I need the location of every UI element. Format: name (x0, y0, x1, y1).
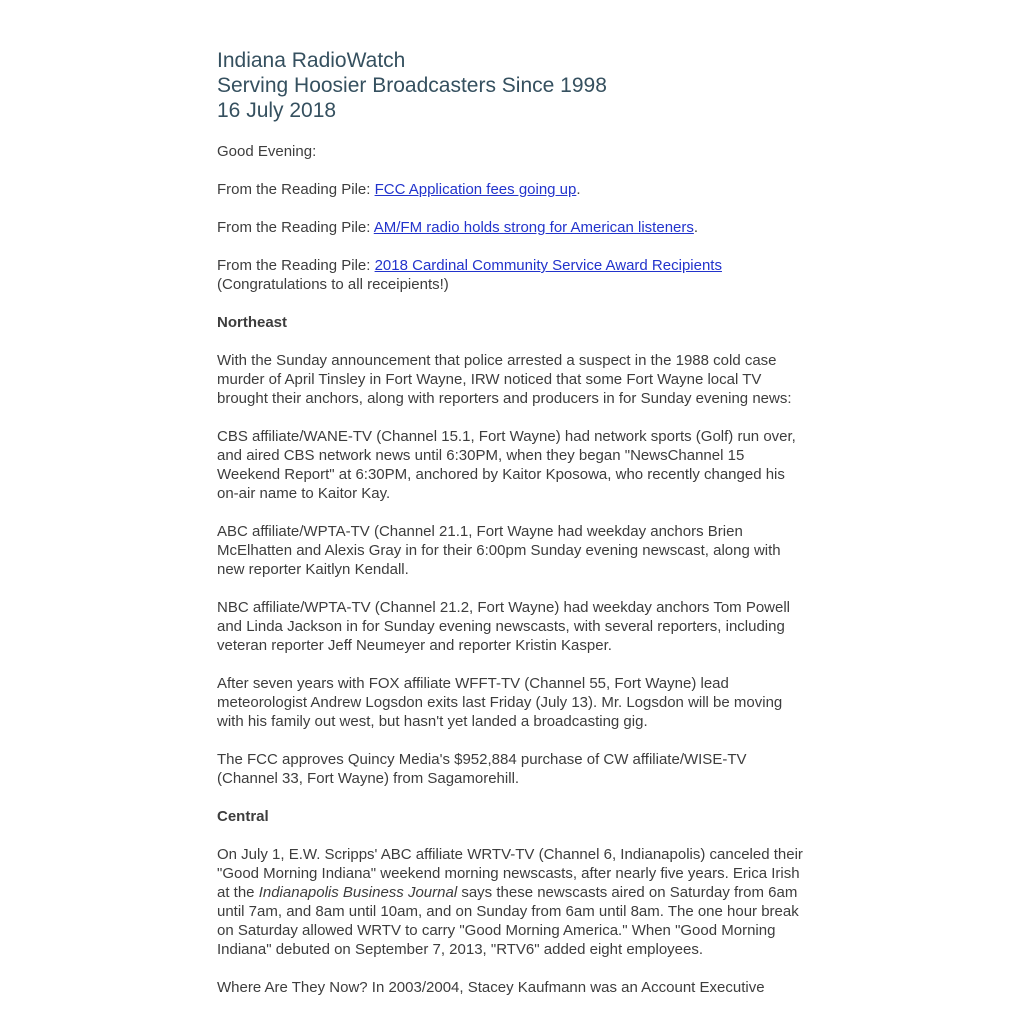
paragraph-where-are-they-now: Where Are They Now? In 2003/2004, Stacey Kaufmann was an Account Executive (217, 979, 765, 996)
publication-name-italic: Indianapolis Business Journal (258, 884, 458, 901)
paragraph-cw-wise: The FCC approves Quincy Media's $952,884 purchase of CW affiliate/WISE-TV (Channel 33, Fort Wayne) from Sagamorehill. (217, 751, 747, 787)
newsletter-title: Indiana RadioWatch (217, 49, 406, 72)
reading-pile-prefix: From the Reading Pile: (217, 257, 375, 274)
reading-pile-suffix: . (693, 219, 699, 236)
paragraph-wrtv (217, 845, 807, 959)
reading-pile-item-2 (217, 218, 807, 237)
paragraph-cbs-wane: CBS affiliate/WANE-TV (Channel 15.1, Fort Wayne) had network sports (Golf) run over, and aired CBS network news until 6:30PM, when they began "NewsChannel 15 Weekend Report" at 6:30PM, anchored by Kaitor Kposowa, who recently changed his on-air name to Kaitor Kay. (217, 428, 796, 502)
reading-pile-item-3 (217, 256, 807, 294)
newsletter-content (217, 0, 807, 997)
newsletter-tagline: Serving Hoosier Broadcasters Since 1998 (217, 74, 607, 97)
section-heading-central: Central (217, 808, 269, 825)
reading-pile-prefix: From the Reading Pile: (217, 219, 374, 236)
masthead (217, 48, 807, 123)
reading-pile-item-1 (217, 180, 807, 199)
reading-pile-prefix: From the Reading Pile: (217, 181, 375, 198)
wrtv-text-after: says these newscasts aired on Saturday from 6am until 7am, and 8am until 10am, and on Sunday from 6am until 8am. The one hour break on Saturday allowed WRTV to carry "Good Morning America." When "Good Morning Indiana" debuted on September 7, 2013, "RTV6" added eight employees. (217, 884, 799, 958)
reading-pile-suffix: (Congratulations to all receipients!) (217, 276, 449, 293)
link-amfm-radio-holds-strong[interactable]: AM/FM radio holds strong for American listeners (373, 219, 694, 236)
newsletter-date: 16 July 2018 (217, 99, 337, 122)
wrtv-text-before: On July 1, E.W. Scripps' ABC affiliate WRTV-TV (Channel 6, Indianapolis) canceled their "Good Morning Indiana" weekend morning newscasts, after nearly five years. Erica Irish at the (217, 846, 803, 901)
link-cardinal-award-recipients[interactable]: 2018 Cardinal Community Service Award Recipients (374, 257, 722, 274)
section-heading-northeast: Northeast (217, 314, 288, 331)
paragraph-nbc-wpta: NBC affiliate/WPTA-TV (Channel 21.2, Fort Wayne) had weekday anchors Tom Powell and Linda Jackson in for Sunday evening newscasts, with several reporters, including veteran reporter Jeff Neumeyer and reporter Kristin Kasper. (217, 599, 791, 654)
paragraph-northeast-intro: With the Sunday announcement that police arrested a suspect in the 1988 cold case murder of April Tinsley in Fort Wayne, IRW noticed that some Fort Wayne local TV brought their anchors, along with reporters and producers in for Sunday evening news: (217, 352, 792, 407)
link-fcc-application-fees[interactable]: FCC Application fees going up (374, 181, 577, 198)
paragraph-abc-wpta: ABC affiliate/WPTA-TV (Channel 21.1, Fort Wayne had weekday anchors Brien McElhatten and Alexis Gray in for their 6:00pm Sunday evening newscast, along with new reporter Kaitlyn Kendall. (217, 523, 781, 578)
greeting: Good Evening: (217, 143, 317, 160)
paragraph-fox-wfft: After seven years with FOX affiliate WFFT-TV (Channel 55, Fort Wayne) lead meteorologist Andrew Logsdon exits last Friday (July 13). Mr. Logsdon will be moving with his family out west, but hasn't yet landed a broadcasting gig. (217, 675, 783, 730)
reading-pile-suffix: . (576, 181, 581, 198)
